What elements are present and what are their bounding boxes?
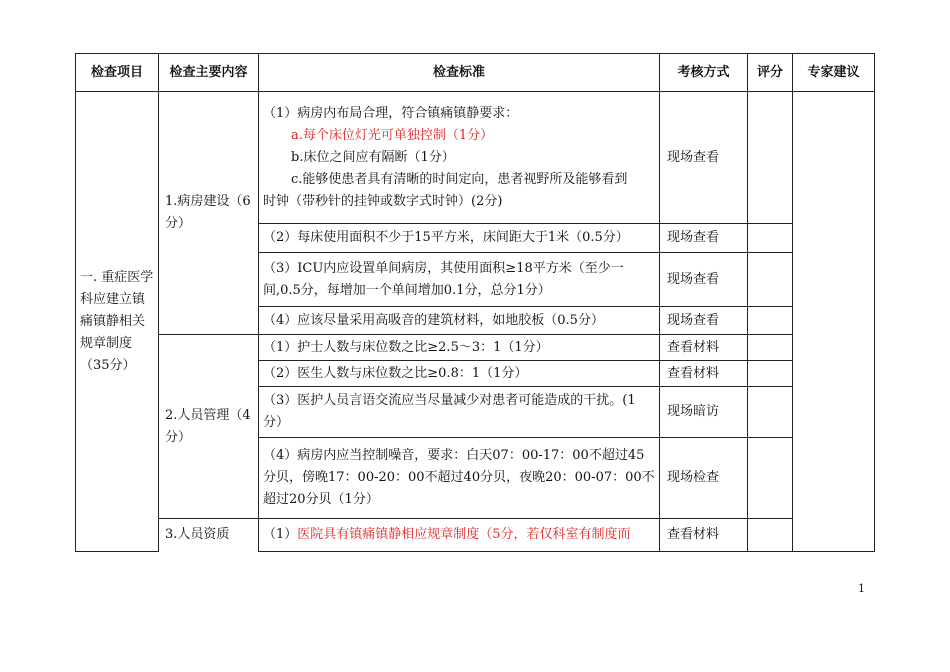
standard-line: b.床位之间应有隔断（1分）	[291, 149, 455, 165]
score-cell[interactable]	[748, 92, 793, 224]
header-content: 检查主要内容	[159, 54, 259, 92]
standard-line: 时钟（带秒针的挂钟或数字式时钟）(2分)	[263, 193, 503, 209]
advice-cell[interactable]	[793, 92, 875, 552]
header-method: 考核方式	[660, 54, 748, 92]
standard-line: c.能够使患者具有清晰的时间定向，患者视野所及能够看到	[291, 171, 628, 187]
header-standard: 检查标准	[259, 54, 660, 92]
score-cell[interactable]	[748, 307, 793, 335]
method-cell: 现场查看	[660, 307, 748, 335]
standard-line-highlight: a.每个床位灯光可单独控制（1分）	[291, 127, 494, 143]
page-number: 1	[858, 582, 865, 595]
standard-cell: （4）应该尽量采用高吸音的建筑材料，如地胶板（0.5分）	[259, 307, 660, 335]
method-cell: 现场查看	[660, 92, 748, 224]
method-cell: 现场检查	[660, 438, 748, 519]
method-cell: 查看材料	[660, 519, 748, 552]
standard-line: （1）病房内布局合理，符合镇痛镇静要求：	[263, 105, 519, 121]
header-score: 评分	[748, 54, 793, 92]
standard-cell	[259, 519, 660, 552]
method-cell: 现场暗访	[660, 387, 748, 438]
score-cell[interactable]	[748, 253, 793, 307]
section-title-cell	[159, 92, 259, 335]
standard-cell: （2）每床使用面积不少于15平方米，床间距大于1米（0.5分）	[259, 224, 660, 253]
section-title: 2.人员管理（4分）	[165, 407, 251, 445]
section-title: 1.病房建设（6分）	[165, 194, 251, 231]
standard-cell	[259, 92, 660, 224]
header-item: 检查项目	[76, 54, 159, 92]
score-cell[interactable]	[748, 361, 793, 387]
standard-prefix: （1）	[263, 527, 298, 542]
category-label: 一. 重症医学科应建立镇痛镇静相关规章制度（35分）	[80, 269, 154, 373]
standard-cell: （1）护士人数与床位数之比≥2.5～3：1（1分）	[259, 335, 660, 361]
score-cell[interactable]	[748, 335, 793, 361]
header-advice: 专家建议	[793, 54, 875, 92]
method-cell: 查看材料	[660, 361, 748, 387]
method-cell: 现场查看	[660, 253, 748, 307]
category-cell	[76, 92, 159, 552]
standard-cell: （3）ICU内应设置单间病房，其使用面积≥18平方米（至少一间,0.5分，每增加一个单间增加0.1分，总分1分）	[259, 253, 660, 307]
score-cell[interactable]	[748, 438, 793, 519]
standard-cell: （2）医生人数与床位数之比≥0.8：1（1分）	[259, 361, 660, 387]
score-cell[interactable]	[748, 519, 793, 552]
standard-text-highlight: 医院具有镇痛镇静相应规章制度（5分，若仅科室有制度而	[297, 527, 631, 542]
method-cell: 现场查看	[660, 224, 748, 253]
table-row	[76, 92, 875, 224]
table-row	[76, 519, 875, 552]
score-cell[interactable]	[748, 224, 793, 253]
section-title-cell	[159, 335, 259, 519]
score-cell[interactable]	[748, 387, 793, 438]
header-row	[76, 54, 875, 92]
method-cell: 查看材料	[660, 335, 748, 361]
section-title-cell	[159, 519, 259, 552]
table-row	[76, 335, 875, 361]
standard-cell: （4）病房内应当控制噪音，要求：白天07：00-17：00不超过45分贝，傍晚17：00-20：00不超过40分贝，夜晚20：00-07：00不超过20分贝（1分）	[259, 438, 660, 519]
standard-cell: （3）医护人员言语交流应当尽量减少对患者可能造成的干扰。(1分）	[259, 387, 660, 438]
inspection-table	[75, 53, 875, 552]
section-title: 3.人员资质	[165, 527, 230, 542]
